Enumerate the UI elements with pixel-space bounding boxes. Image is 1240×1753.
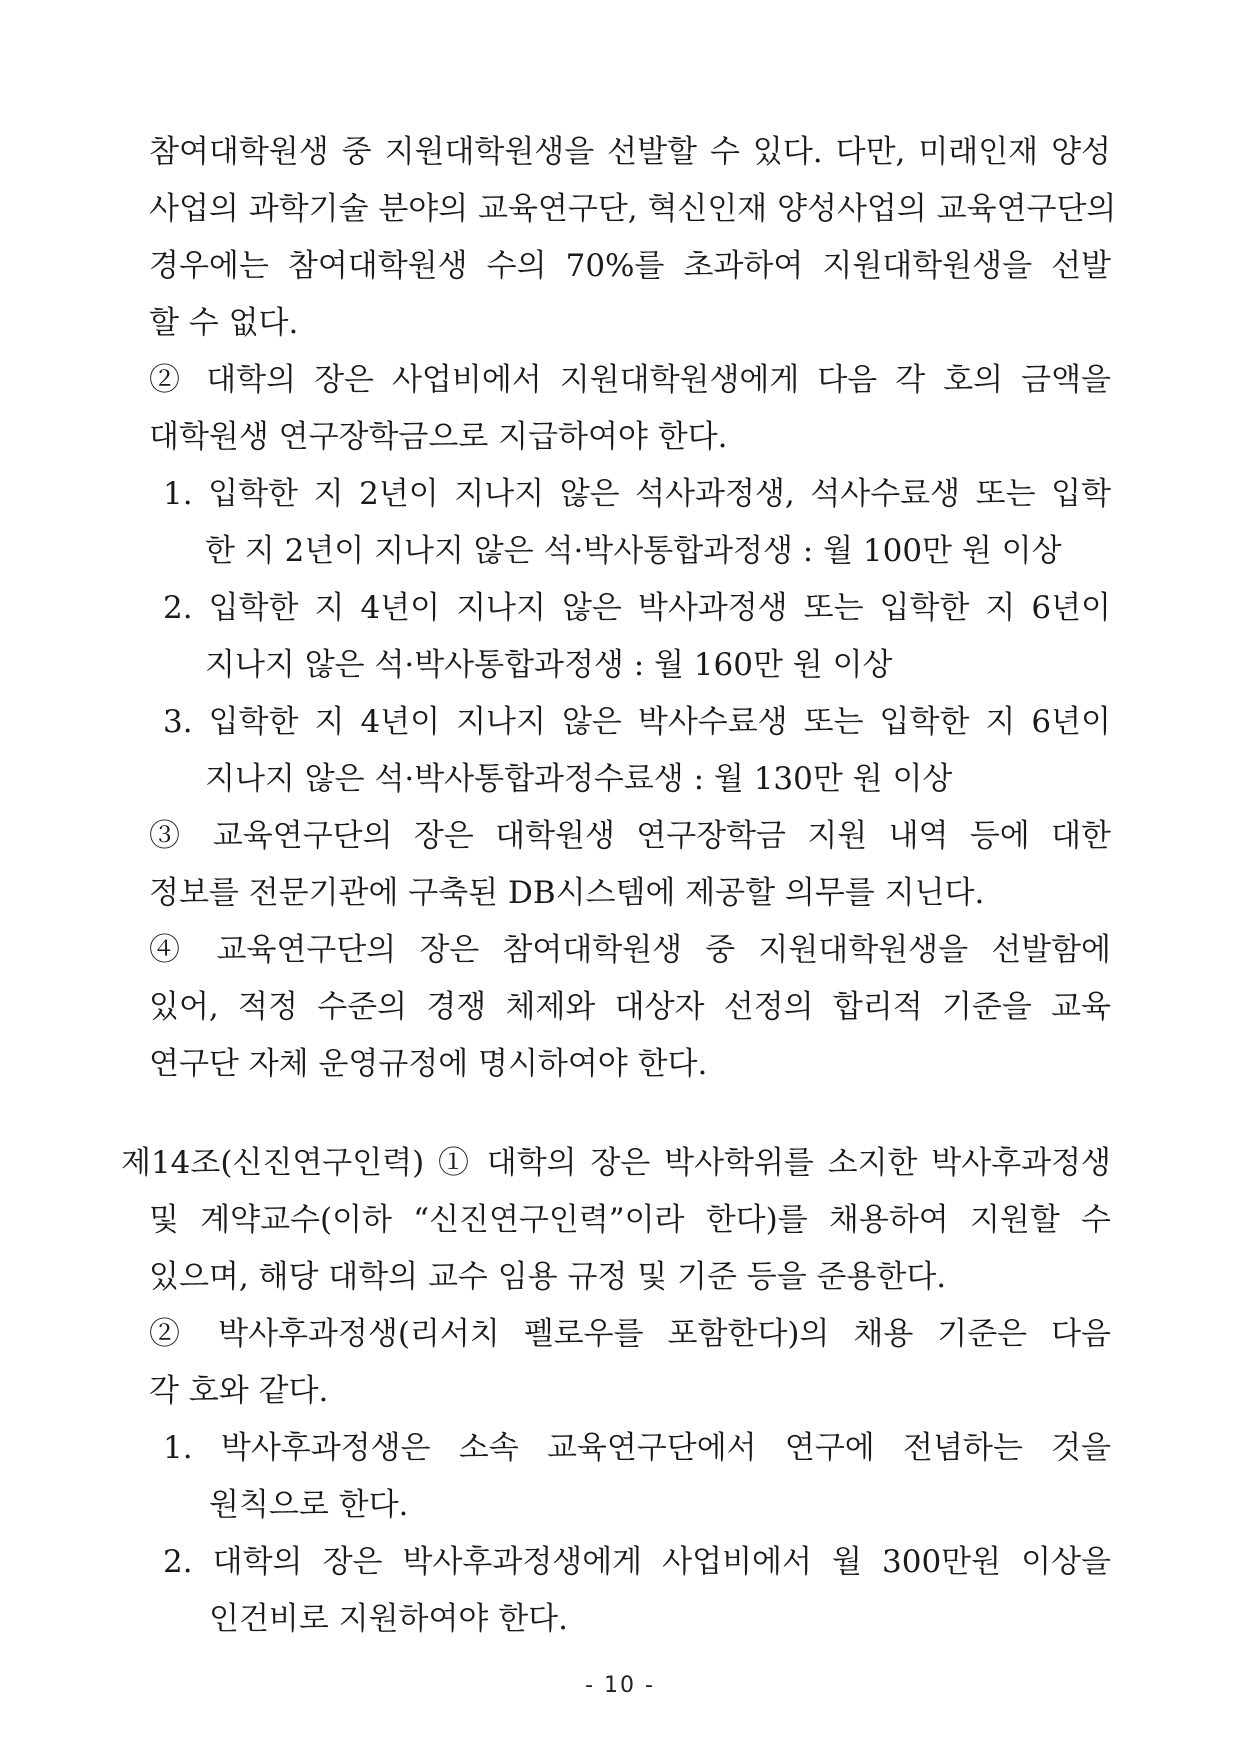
- paragraph-line: 할 수 없다.: [149, 305, 299, 341]
- list-item-line: 지나지 않은 석·박사통합과정생 : 월 160만 원 이상: [205, 647, 893, 683]
- list-item-line: 2. 대학의 장은 박사후과정생에게 사업비에서 월 300만원 이상을: [163, 1544, 1111, 1580]
- paragraph-line: 참여대학원생 중 지원대학원생을 선발할 수 있다. 다만, 미래인재 양성: [149, 134, 1111, 170]
- list-item-line: 1. 입학한 지 2년이 지나지 않은 석사과정생, 석사수료생 또는 입학: [163, 476, 1111, 512]
- list-item-line: 한 지 2년이 지나지 않은 석·박사통합과정생 : 월 100만 원 이상: [205, 533, 1062, 569]
- paragraph-line: 연구단 자체 운영규정에 명시하여야 한다.: [149, 1046, 708, 1082]
- paragraph-line: ③ 교육연구단의 장은 대학원생 연구장학금 지원 내역 등에 대한: [149, 818, 1111, 854]
- paragraph-line: 경우에는 참여대학원생 수의 70%를 초과하여 지원대학원생을 선발: [149, 248, 1111, 284]
- paragraph-line: ② 박사후과정생(리서치 펠로우를 포함한다)의 채용 기준은 다음: [149, 1316, 1111, 1352]
- list-item-line: 원칙으로 한다.: [209, 1487, 409, 1523]
- list-item-line: 인건비로 지원하여야 한다.: [209, 1601, 568, 1637]
- paragraph-line: 및 계약교수(이하 “신진연구인력”이라 한다)를 채용하여 지원할 수: [149, 1202, 1111, 1238]
- paragraph-line: 각 호와 같다.: [149, 1373, 329, 1409]
- paragraph-line: 있으며, 해당 대학의 교수 임용 규정 및 기준 등을 준용한다.: [149, 1259, 947, 1295]
- page-number: - 10 -: [585, 1673, 655, 1698]
- paragraph-line: ② 대학의 장은 사업비에서 지원대학원생에게 다음 각 호의 금액을: [149, 362, 1111, 398]
- paragraph-line: 대학원생 연구장학금으로 지급하여야 한다.: [149, 419, 728, 455]
- paragraph-line: 있어, 적정 수준의 경쟁 체제와 대상자 선정의 합리적 기준을 교육: [149, 989, 1111, 1025]
- list-item-line: 3. 입학한 지 4년이 지나지 않은 박사수료생 또는 입학한 지 6년이: [163, 704, 1111, 740]
- list-item-line: 2. 입학한 지 4년이 지나지 않은 박사과정생 또는 입학한 지 6년이: [163, 590, 1111, 626]
- paragraph-line: 사업의 과학기술 분야의 교육연구단, 혁신인재 양성사업의 교육연구단의: [149, 191, 1117, 227]
- article-heading-line: 제14조(신진연구인력) ① 대학의 장은 박사학위를 소지한 박사후과정생: [121, 1145, 1111, 1181]
- paragraph-line: ④ 교육연구단의 장은 참여대학원생 중 지원대학원생을 선발함에: [149, 932, 1111, 968]
- paragraph-line: 정보를 전문기관에 구축된 DB시스템에 제공할 의무를 지닌다.: [149, 875, 985, 911]
- list-item-line: 지나지 않은 석·박사통합과정수료생 : 월 130만 원 이상: [205, 761, 953, 797]
- list-item-line: 1. 박사후과정생은 소속 교육연구단에서 연구에 전념하는 것을: [163, 1430, 1111, 1466]
